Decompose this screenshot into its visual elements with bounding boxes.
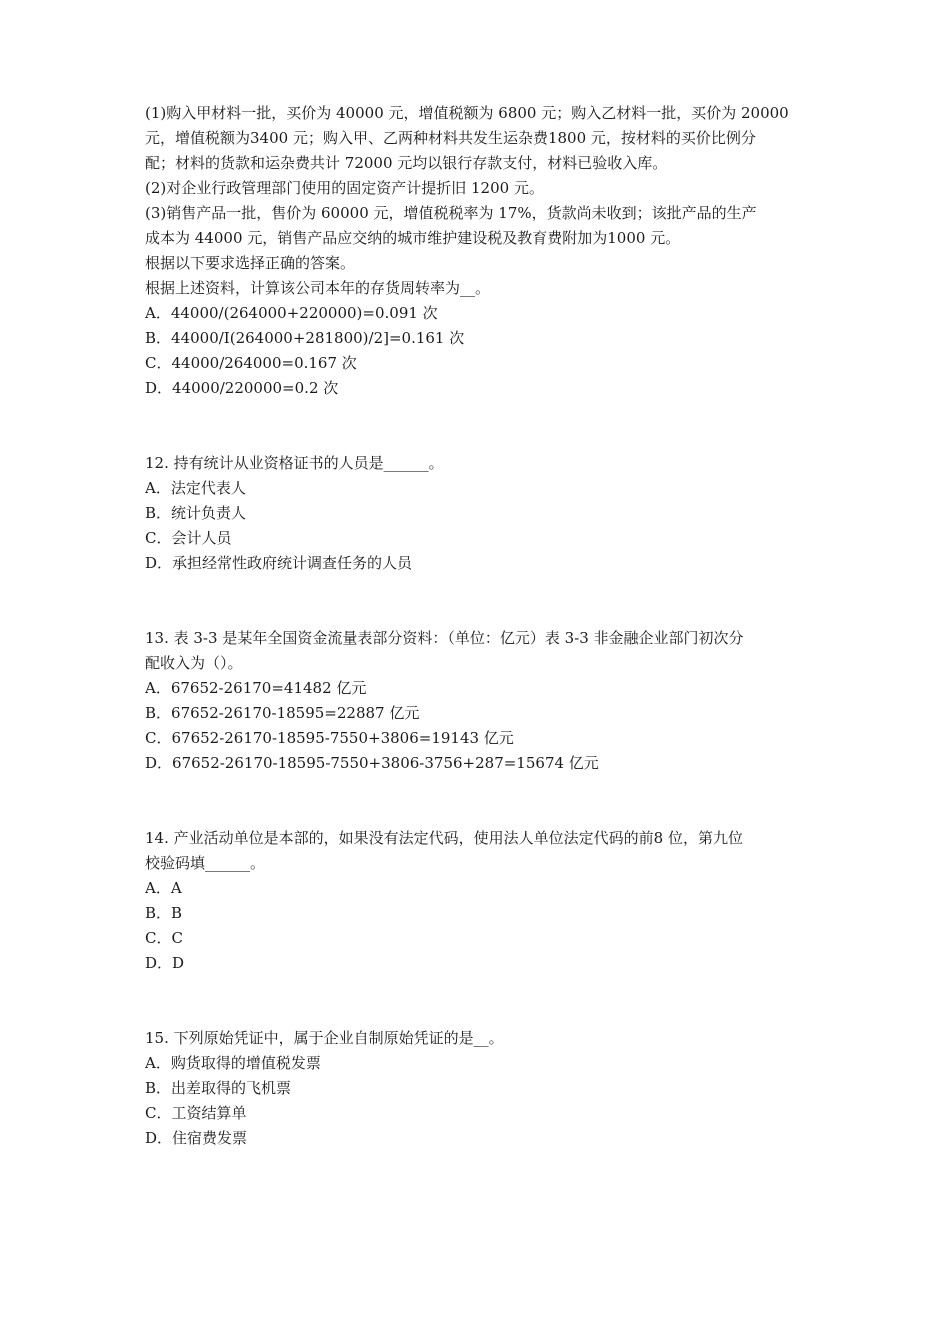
question-text: 配收入为（）。 [145, 654, 243, 672]
option-c: C．44000/264000=0.167 次 [145, 354, 357, 372]
option-d: D．D [145, 954, 185, 972]
option-a: A．67652-26170=41482 亿元 [145, 679, 367, 697]
question-13-block [145, 626, 810, 776]
context-line: 成本为 44000 元，销售产品应交纳的城市维护建设税及教育费附加为1000 元。 [145, 229, 681, 247]
question-text: 根据上述资料，计算该公司本年的存货周转率为__。 [145, 279, 491, 297]
option-b: B．统计负责人 [145, 504, 247, 522]
context-line: (3)销售产品一批，售价为 60000 元，增值税税率为 17%，货款尚未收到；该批产品的生产 [145, 204, 757, 222]
question-text: 12. 持有统计从业资格证书的人员是______。 [145, 454, 444, 472]
context-line: 根据以下要求选择正确的答案。 [145, 254, 356, 272]
option-b: B．67652-26170-18595=22887 亿元 [145, 704, 420, 722]
context-line: 配；材料的货款和运杂费共计 72000 元均以银行存款支付，材料已验收入库。 [145, 154, 668, 172]
question-14-block [145, 826, 810, 976]
option-c: C．C [145, 929, 183, 947]
spacer [145, 401, 810, 451]
document-page [145, 101, 810, 1151]
context-line: (1)购入甲材料一批，买价为 40000 元，增值税额为 6800 元；购入乙材料一批，买价为 20000 [145, 104, 789, 122]
question-text: 15. 下列原始凭证中，属于企业自制原始凭证的是__。 [145, 1029, 504, 1047]
option-a: A．A [145, 879, 182, 897]
option-a: A．法定代表人 [145, 479, 246, 497]
question-text: 校验码填______。 [145, 854, 266, 872]
option-b: B．B [145, 904, 183, 922]
option-c: C．工资结算单 [145, 1104, 247, 1122]
option-d: D．承担经常性政府统计调查任务的人员 [145, 554, 413, 572]
question-text: 13. 表 3-3 是某年全国资金流量表部分资料：（单位：亿元）表 3-3 非金融企业部门初次分 [145, 629, 744, 647]
option-d: D．44000/220000=0.2 次 [145, 379, 339, 397]
question-text: 14. 产业活动单位是本部的，如果没有法定代码，使用法人单位法定代码的前8 位，第九位 [145, 829, 743, 847]
question-12-block [145, 451, 810, 576]
option-c: C．会计人员 [145, 529, 232, 547]
context-line: (2)对企业行政管理部门使用的固定资产计提折旧 1200 元。 [145, 179, 544, 197]
spacer [145, 776, 810, 826]
question-11-block [145, 101, 810, 401]
spacer [145, 976, 810, 1026]
option-d: D．67652-26170-18595-7550+3806-3756+287=15674 亿元 [145, 754, 599, 772]
option-b: B．出差取得的飞机票 [145, 1079, 292, 1097]
option-b: B．44000/I(264000+281800)/2]=0.161 次 [145, 329, 465, 347]
option-a: A．44000/(264000+220000)=0.091 次 [145, 304, 438, 322]
option-d: D．住宿费发票 [145, 1129, 248, 1147]
spacer [145, 576, 810, 626]
context-line: 元，增值税额为3400 元；购入甲、乙两种材料共发生运杂费1800 元，按材料的买价比例分 [145, 129, 756, 147]
option-a: A．购货取得的增值税发票 [145, 1054, 321, 1072]
option-c: C．67652-26170-18595-7550+3806=19143 亿元 [145, 729, 514, 747]
question-15-block [145, 1026, 810, 1151]
